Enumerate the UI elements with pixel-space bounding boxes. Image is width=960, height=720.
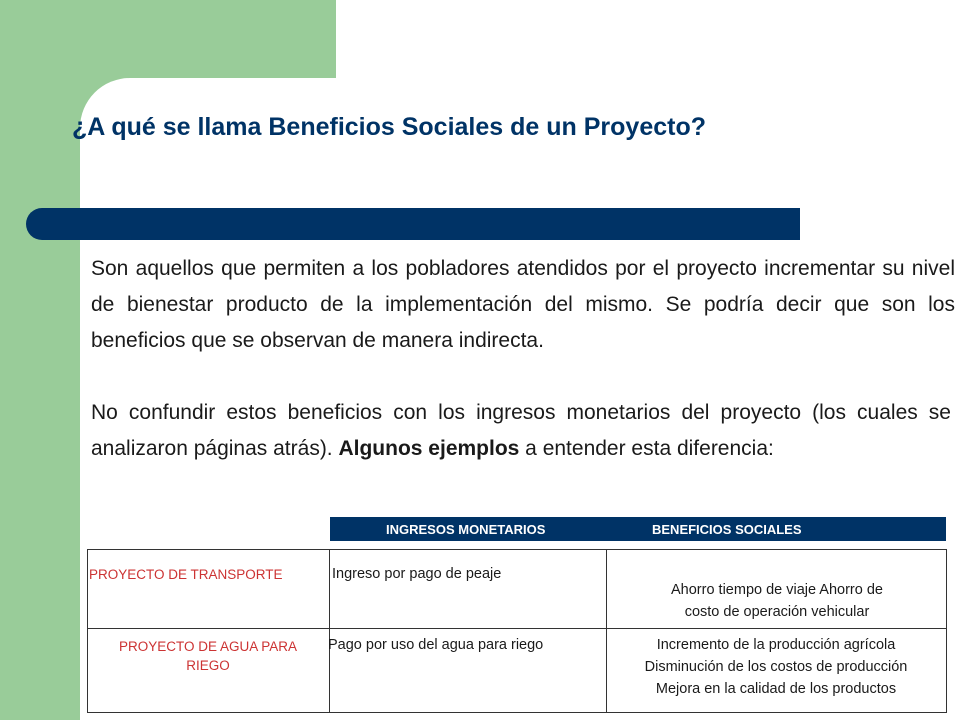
slide-title: ¿A qué se llama Beneficios Sociales de un Proyecto? [72, 113, 706, 141]
ingreso-agua-riego: Pago por uso del agua para riego [328, 637, 544, 653]
beneficios-transporte [608, 579, 946, 623]
beneficio-line: costo de operación vehicular [684, 604, 870, 620]
clarification-text-end: a entender esta diferencia: [519, 437, 774, 460]
beneficio-line: Mejora en la calidad de los productos [655, 681, 897, 697]
project-label-transporte: PROYECTO DE TRANSPORTE [89, 567, 283, 582]
ingreso-transporte: Ingreso por pago de peaje [332, 566, 502, 582]
examples-emphasis: Algunos ejemplos [338, 437, 520, 460]
clarification-text: No confundir estos beneficios con los ingresos monetarios del proyecto (los cuales se analizaron páginas atrás). [91, 401, 951, 460]
project-label-agua-riego [88, 637, 328, 675]
title-underline-band [26, 208, 800, 240]
header-beneficios-sociales: BENEFICIOS SOCIALES [652, 522, 802, 537]
project-label-line: RIEGO [186, 658, 230, 673]
header-ingresos-monetarios: INGRESOS MONETARIOS [386, 522, 546, 537]
beneficio-line: Disminución de los costos de producción [644, 659, 908, 675]
table-header-bar [330, 517, 946, 541]
rounded-corner-decoration [80, 78, 380, 278]
clarification-paragraph [91, 395, 951, 467]
project-label-line: PROYECTO DE AGUA PARA [118, 639, 298, 654]
beneficios-agua-riego [606, 634, 946, 700]
table-row-divider [87, 628, 947, 629]
table-column-divider [329, 549, 330, 713]
beneficio-line: Ahorro tiempo de viaje Ahorro de [671, 582, 883, 598]
beneficio-line: Incremento de la producción agrícola [656, 637, 896, 653]
definition-paragraph: Son aquellos que permiten a los pobladores atendidos por el proyecto incrementar su nivel de bienestar producto de la implementación del mismo. Se podría decir que son los beneficios que se observan de manera indirecta. [91, 257, 955, 352]
